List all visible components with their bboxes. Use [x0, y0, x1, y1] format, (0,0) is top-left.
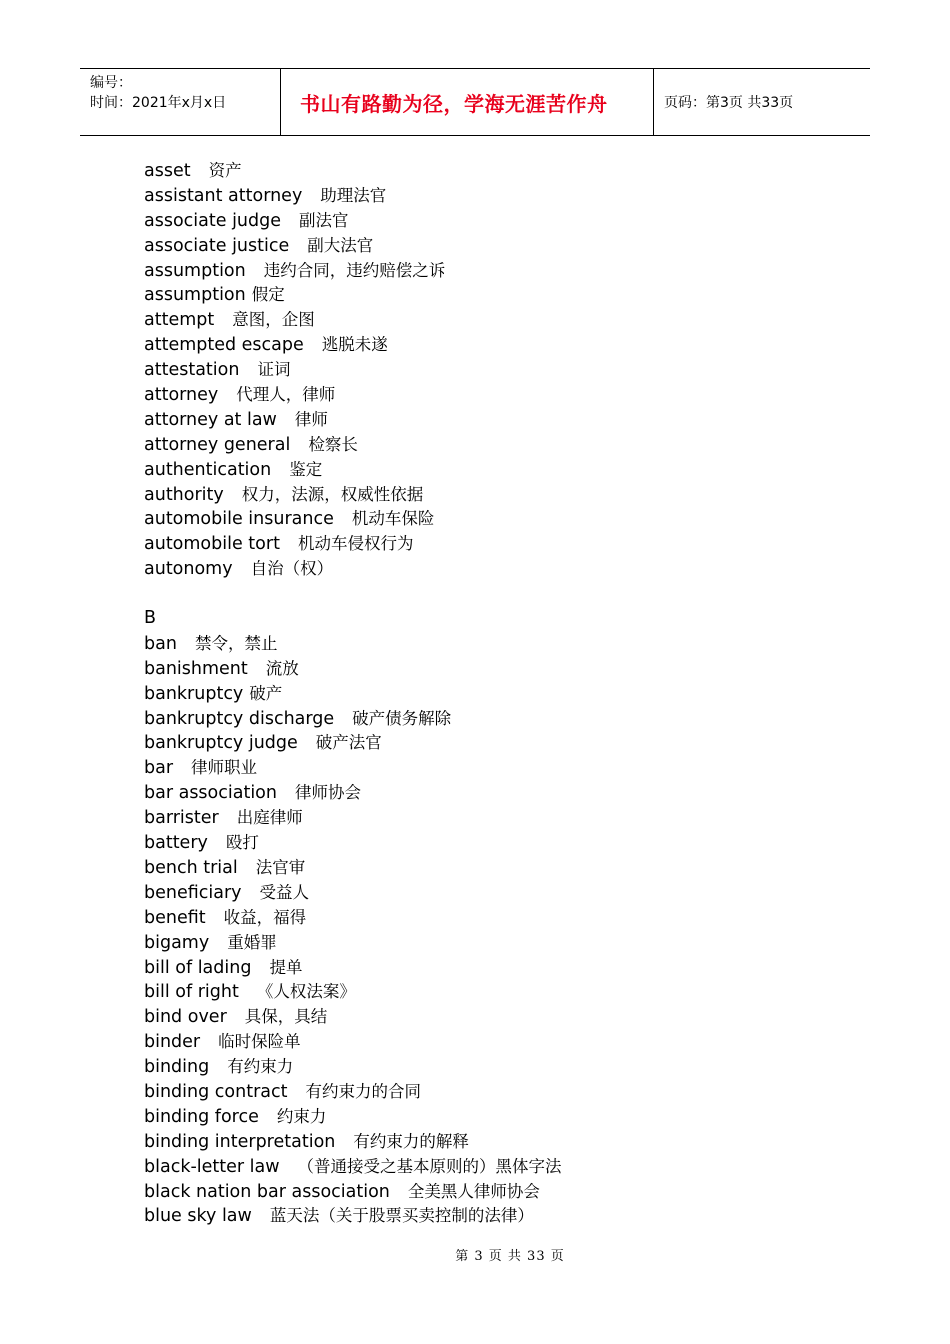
entry-term: assumption	[144, 260, 246, 281]
glossary-entry	[144, 1054, 844, 1079]
entry-term: black-letter law	[144, 1156, 280, 1177]
entry-definition: 禁令，禁止	[194, 633, 278, 653]
entry-term: barrister	[144, 808, 219, 829]
glossary-entry	[144, 1129, 844, 1154]
entry-definition: 具保，具结	[244, 1007, 328, 1027]
section-gap	[144, 581, 844, 606]
entry-term: battery	[144, 833, 208, 854]
glossary-entry	[144, 1203, 844, 1228]
entry-definition: 鉴定	[289, 459, 323, 479]
entry-term: binding	[144, 1057, 210, 1078]
glossary-entry	[144, 1079, 844, 1104]
entry-term: associate justice	[144, 235, 290, 256]
entry-definition: 破产债务解除	[352, 708, 452, 728]
glossary-entry	[144, 905, 844, 930]
number-label: 编号：	[90, 75, 132, 91]
entry-definition: 证词	[257, 360, 291, 380]
entry-term: asset	[144, 161, 191, 181]
entry-term: authentication	[144, 459, 272, 480]
entry-definition: 法官审	[255, 857, 306, 877]
glossary-entry	[144, 780, 844, 805]
glossary-entry	[144, 755, 844, 780]
glossary-entry	[144, 880, 844, 905]
entry-term: assumption	[144, 285, 246, 306]
entry-term: bind over	[144, 1007, 227, 1028]
entry-definition: 有约束力的合同	[305, 1081, 421, 1101]
entry-definition: 自治（权）	[250, 559, 334, 579]
page-header	[80, 68, 870, 136]
glossary-entry	[144, 382, 844, 407]
entry-term: attempted escape	[144, 335, 304, 356]
entry-definition: 机动车侵权行为	[297, 534, 414, 554]
entry-definition: 意图，企图	[232, 310, 315, 330]
entry-definition: 全美黑人律师协会	[407, 1181, 540, 1201]
entry-definition: 有约束力的解释	[353, 1131, 469, 1151]
entry-term: attorney	[144, 385, 219, 406]
entry-definition: 资产	[208, 161, 242, 180]
glossary-entry	[144, 805, 844, 830]
entry-term: autonomy	[144, 559, 233, 580]
entry-term: bigamy	[144, 932, 210, 953]
entry-definition: 受益人	[259, 882, 310, 902]
entry-definition: 破产法官	[315, 733, 382, 753]
header-meta	[80, 69, 281, 135]
motto: 书山有路勤为径，学海无涯苦作舟	[300, 91, 608, 116]
glossary-entry	[144, 506, 844, 531]
glossary-entry	[144, 307, 844, 332]
entry-term: attorney at law	[144, 409, 277, 430]
entry-definition: 代理人，律师	[236, 385, 336, 405]
glossary-entry	[144, 830, 844, 855]
entry-term: bankruptcy	[144, 683, 244, 704]
entry-term: benefit	[144, 907, 206, 928]
glossary-entry	[144, 706, 844, 731]
entry-definition: 殴打	[225, 833, 259, 853]
glossary-entry	[144, 1154, 844, 1179]
entry-definition: 助理法官	[320, 185, 387, 205]
entry-definition: （普通接受之基本原则的）黑体字法	[297, 1156, 562, 1176]
glossary-entry	[144, 208, 844, 233]
glossary-entry	[144, 1029, 844, 1054]
entry-term: bar association	[144, 783, 277, 804]
entry-definition: 律师协会	[295, 783, 361, 803]
entry-definition: 有约束力	[227, 1057, 294, 1077]
entry-definition: 假定	[251, 285, 285, 305]
glossary-entry	[144, 1004, 844, 1029]
glossary-entry	[144, 631, 844, 656]
entry-term: automobile tort	[144, 534, 280, 555]
page-info: 页码：第3页 共33页	[664, 95, 794, 111]
glossary-entry	[144, 332, 844, 357]
glossary-entry	[144, 482, 844, 507]
glossary-entry	[144, 258, 844, 283]
entry-definition: 逃脱未遂	[321, 335, 388, 355]
entry-term: black nation bar association	[144, 1181, 390, 1202]
glossary-entry	[144, 158, 844, 183]
glossary-entry	[144, 855, 844, 880]
glossary-entry	[144, 282, 844, 307]
entry-definition: 出庭律师	[236, 808, 303, 828]
time-label: 时间：2021年x月x日	[90, 95, 227, 111]
entry-term: binding contract	[144, 1081, 288, 1102]
glossary-entry	[144, 1179, 844, 1204]
entry-definition: 重婚罪	[227, 932, 277, 952]
glossary-section-a	[144, 158, 844, 581]
entry-definition: 蓝天法（关于股票买卖控制的法律）	[269, 1206, 534, 1226]
glossary-entry	[144, 656, 844, 681]
glossary-section-b	[144, 631, 844, 1228]
entry-term: binding interpretation	[144, 1131, 336, 1152]
entry-term: binding force	[144, 1106, 259, 1127]
entry-term: automobile insurance	[144, 509, 334, 530]
entry-definition: 副大法官	[307, 235, 374, 255]
glossary-entry	[144, 556, 844, 581]
entry-definition: 收益，福得	[223, 907, 307, 927]
entry-definition: 破产	[249, 683, 283, 703]
glossary-entry	[144, 407, 844, 432]
entry-term: attempt	[144, 310, 215, 331]
entry-term: ban	[144, 633, 177, 654]
glossary-entry	[144, 233, 844, 258]
entry-definition: 流放	[265, 658, 299, 678]
glossary-entry	[144, 979, 844, 1004]
entry-definition: 机动车保险	[351, 509, 435, 529]
entry-definition: 权力，法源，权威性依据	[241, 484, 424, 504]
entry-definition: 检察长	[308, 434, 358, 454]
entry-definition: 律师职业	[191, 758, 258, 778]
entry-term: blue sky law	[144, 1206, 252, 1227]
entry-term: banishment	[144, 658, 248, 679]
entry-term: beneficiary	[144, 882, 242, 903]
section-letter: B	[144, 608, 157, 629]
entry-term: associate judge	[144, 210, 282, 231]
glossary-entry	[144, 457, 844, 482]
glossary-entry	[144, 432, 844, 457]
entry-term: bankruptcy judge	[144, 733, 298, 754]
entry-definition: 提单	[269, 957, 303, 977]
entry-definition: 违约合同，违约赔偿之诉	[263, 260, 446, 280]
entry-term: bill of lading	[144, 957, 252, 978]
header-page-cell	[654, 69, 870, 135]
glossary-entry	[144, 681, 844, 706]
glossary-entry	[144, 357, 844, 382]
entry-term: bench trial	[144, 857, 238, 878]
entry-term: bill of right	[144, 982, 239, 1003]
entry-term: bar	[144, 758, 174, 779]
entry-term: binder	[144, 1032, 201, 1053]
glossary-entry	[144, 930, 844, 955]
entry-term: attestation	[144, 360, 240, 381]
entry-term: bankruptcy discharge	[144, 708, 335, 729]
page-footer: 第 3 页 共 33 页	[455, 1249, 565, 1264]
entry-definition: 约束力	[276, 1106, 327, 1126]
glossary-content	[144, 158, 844, 1228]
glossary-entry	[144, 531, 844, 556]
glossary-entry	[144, 955, 844, 980]
entry-definition: 《人权法案》	[256, 982, 356, 1002]
glossary-entry	[144, 730, 844, 755]
entry-definition: 临时保险单	[218, 1032, 301, 1052]
glossary-entry	[144, 183, 844, 208]
entry-definition: 律师	[294, 409, 328, 429]
glossary-entry	[144, 1104, 844, 1129]
entry-term: authority	[144, 484, 224, 505]
entry-definition: 副法官	[299, 210, 349, 230]
entry-term: assistant attorney	[144, 185, 303, 206]
header-motto-cell	[281, 69, 654, 135]
entry-term: attorney general	[144, 434, 291, 455]
